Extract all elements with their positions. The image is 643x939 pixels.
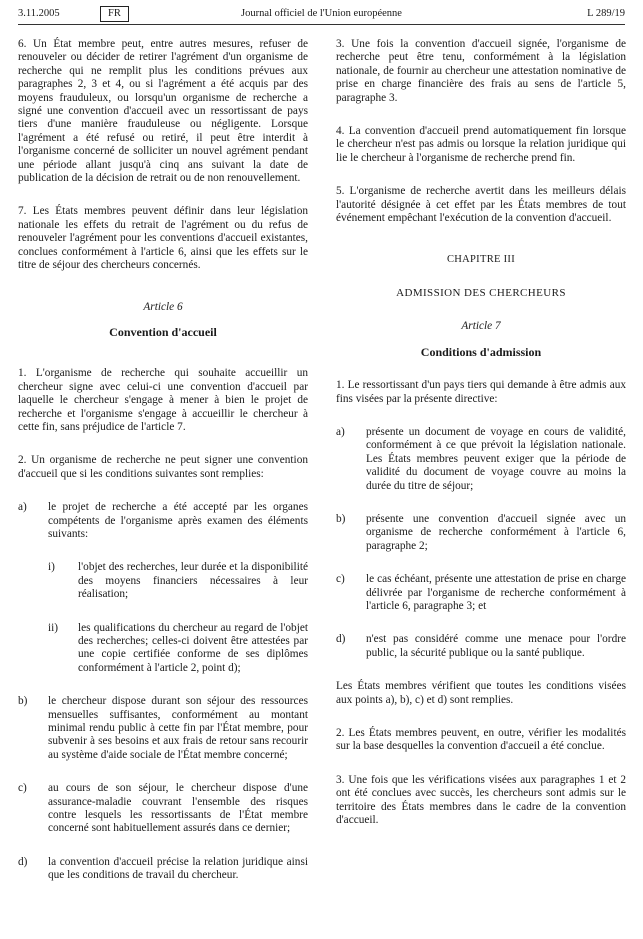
chapter-number: CHAPITRE III (446, 254, 516, 266)
sub-item-i (48, 561, 308, 601)
list-item-a (18, 501, 308, 541)
item-text: le projet de recherche a été accepté par les organes compétents de l'organisme après examen des éléments suivants: (48, 501, 308, 540)
article-7-paragraph-2: 2. Les États membres peuvent, en outre, vérifier les modalités sur la base desquelles la convention d'accueil a été conclue. (336, 727, 626, 753)
paragraph-6: 6. Un État membre peut, entre autres mesures, refuser de renouveler ou décider de retirer l'agrément d'un organisme de recherche qui ne remplit plus les conditions prévues aux paragraphes 2, 3 et 4, ou si l'agrément a été acquis par des moyens frauduleux, ou lorsqu'un organisme de recherche a signé une convention d'accueil avec un ressortissant de pays tiers d'une manière frauduleuse ou négligente. Lorsque l'agrément a été refusé ou retiré, il peut être interdit à l'organisme concerné de solliciter un nouvel agrément pendant une période allant jusqu'à cinq ans suivant la date de publication de la décision de retrait ou de non renouvellement. (18, 38, 308, 185)
verification-paragraph: Les États membres vérifient que toutes les conditions visées aux points a), b), c) et d) sont remplies. (336, 680, 626, 706)
item-text: présente un document de voyage en cours de validité, conformément à ce que prévoit la législation nationale. Les États membres peuvent exiger que la période de validité du document de voyage couvre au moins la durée du titre de séjour; (366, 425, 626, 492)
list-item-d (336, 633, 626, 660)
article-7-paragraph-3: 3. Une fois que les vérifications visées aux paragraphes 1 et 2 ont été conclues avec succès, les chercheurs sont admis sur le territoire des États membres dans le cadre de la convention d'accueil. (336, 773, 626, 827)
page-reference: L 289/19 (587, 8, 625, 19)
paragraph-7: 7. Les États membres peuvent définir dans leur législation nationale les effets du retrait de l'agrément ou du refus de renouveler l'agrément pour les conventions d'accueil existantes, conclues conformément à l'article 6, ainsi que les effets sur le titre de séjour des chercheurs concernés. (18, 205, 308, 272)
page-header (18, 6, 625, 26)
list-item-b (336, 513, 626, 553)
article-6-paragraph-1: 1. L'organisme de recherche qui souhaite accueillir un chercheur signe avec celui-ci une convention d'accueil par laquelle le chercheur s'engage à mener à bien le projet de recherche et l'organisme s'engage à accueillir le chercheur à cette fin, sans préjudice de l'article 7. (18, 367, 308, 433)
item-label: c) (336, 573, 345, 586)
paragraph-5: 5. L'organisme de recherche avertit dans les meilleurs délais l'autorité désignée à cet effet par les États membres de tout événement empêchant l'exécution de la convention d'accueil. (336, 185, 626, 225)
item-text: présente une convention d'accueil signée avec un organisme de recherche conformément à l'article 6, paragraphe 2; (366, 512, 626, 552)
item-label: b) (18, 695, 28, 708)
item-text: le cas échéant, présente une attestation de prise en charge délivrée par l'organisme de recherche conformément à l'article 6, paragraphe 3; et (366, 573, 626, 612)
item-label: d) (18, 855, 28, 868)
item-text: n'est pas considéré comme une menace pour l'ordre public, la sécurité publique ou la santé publique. (366, 633, 626, 659)
item-label: d) (336, 633, 346, 646)
list-item-c (18, 782, 308, 836)
article-7-paragraph-1: 1. Le ressortissant d'un pays tiers qui demande à être admis aux fins visées par la présente directive: (336, 379, 626, 405)
list-item-d (18, 856, 308, 883)
article-7-heading: Conditions d'admission (420, 344, 542, 359)
item-label: a) (18, 501, 27, 514)
right-column (336, 38, 626, 827)
article-6-heading: Convention d'accueil (109, 324, 217, 339)
item-text: la convention d'accueil précise la relation juridique ainsi que les conditions de travail du chercheur. (48, 855, 308, 882)
sub-item-ii (48, 622, 308, 676)
list-item-a (336, 426, 626, 493)
chapter-heading: ADMISSION DES CHERCHEURS (396, 286, 566, 299)
sub-item-text: les qualifications du chercheur au regard de l'objet des recherches; celles-ci doivent être attestées par une copie certifiée conforme de ses diplômes conformément à l'article 2, point d); (78, 621, 308, 674)
journal-title: Journal officiel de l'Union européenne (241, 8, 402, 19)
article-6-title: Article 6 (143, 300, 183, 313)
language-badge: FR (100, 6, 129, 22)
sub-item-label: ii) (48, 621, 59, 634)
paragraph-3: 3. Une fois la convention d'accueil signée, l'organisme de recherche peut être tenu, conformément à la législation nationale, de fournir au chercheur une attestation nominative de prise en charge financière des frais au sens de l'article 5, paragraphe 3. (336, 38, 626, 104)
paragraph-4: 4. La convention d'accueil prend automatiquement fin lorsque le chercheur n'est pas admis ou lorsque la relation juridique qui lie le chercheur à l'organisme de recherche prend fin. (336, 125, 626, 164)
item-label: b) (336, 512, 346, 525)
sub-item-text: l'objet des recherches, leur durée et la disponibilité des moyens financiers nécessaires à leur réalisation; (78, 561, 308, 601)
header-rule (18, 24, 625, 25)
item-label: a) (336, 425, 345, 438)
item-label: c) (18, 782, 27, 795)
header-date: 3.11.2005 (18, 8, 60, 19)
article-7-title: Article 7 (461, 320, 501, 333)
list-item-b (18, 695, 308, 762)
article-6-paragraph-2: 2. Un organisme de recherche ne peut signer une convention d'accueil que si les conditions suivantes sont remplies: (18, 454, 308, 480)
item-text: au cours de son séjour, le chercheur dispose d'une assurance-maladie couvrant l'ensemble des risques contre lesquels les ressortissants de l'État membre concerné sont habituellement assurés dans ce dernier; (48, 782, 308, 835)
left-column (18, 38, 308, 883)
list-item-c (336, 573, 626, 613)
sub-item-label: i) (48, 561, 55, 574)
item-text: le chercheur dispose durant son séjour des ressources mensuelles suffisantes, conformément au montant minimal rendu public à cette fin par l'État membre, pour subvenir à ses besoins et aux frais de retour sans recourir au système d'aide sociale de l'État membre concerné; (48, 695, 308, 761)
